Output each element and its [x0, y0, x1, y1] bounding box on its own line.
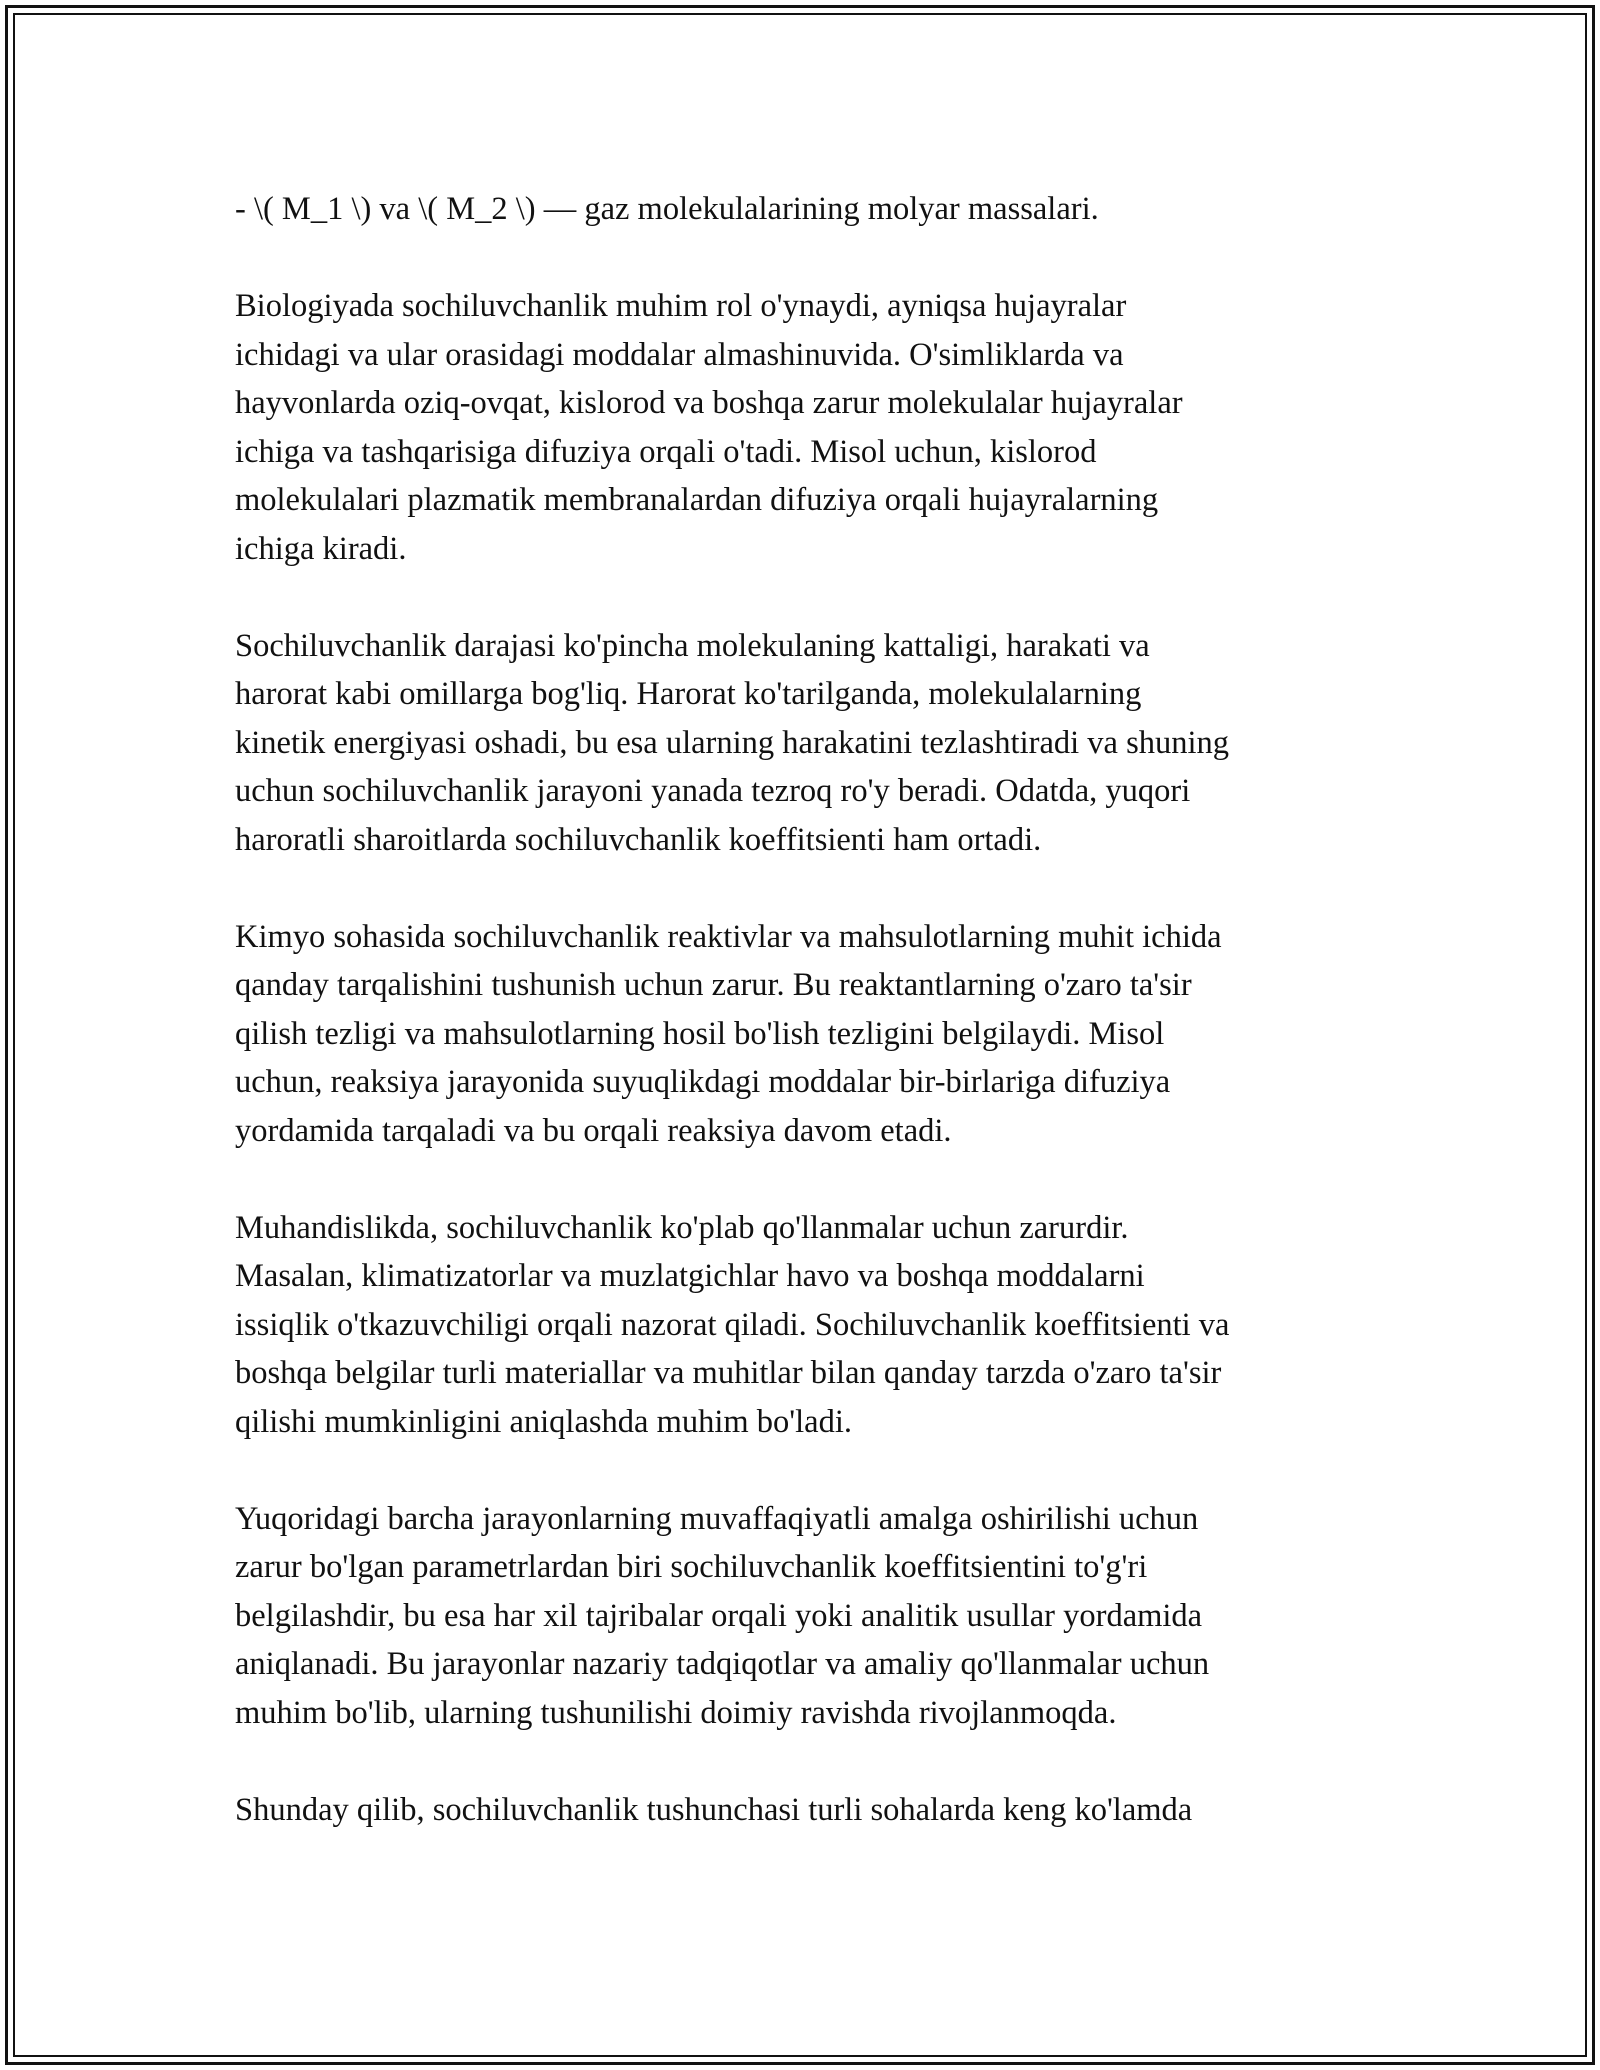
- paragraph-molar-mass-definition: - \( M_1 \) va \( M_2 \) — gaz molekulalarining molyar massalari.: [235, 191, 1099, 227]
- paragraph-chemistry: Kimyo sohasida sochiluvchanlik reaktivlar va mahsulotlarning muhit ichida qanday tarqalishini tushunish uchun zarur. Bu reaktantlarning o'zaro ta'sir qilish tezligi va mahsulotlarning hosil bo'lish tezligini belgilaydi. Misol uchun, reaksiya jarayonida suyuqlikdagi moddalar bir-birlariga difuziya yordamida tarqaladi va bu orqali reaksiya davom etadi.: [235, 918, 1222, 1149]
- paragraph-conclusion: Shunday qilib, sochiluvchanlik tushunchasi turli sohalarda keng ko'lamda: [235, 1791, 1193, 1828]
- document-body: [235, 185, 1365, 1883]
- paragraph-coefficient: Yuqoridagi barcha jarayonlarning muvaffaqiyatli amalga oshirilishi uchun zarur bo'lgan parametrlardan biri sochiluvchanlik koeffitsientini to'g'ri belgilashdir, bu esa har xil tajribalar orqali yoki analitik usullar yordamida aniqlanadi. Bu jarayonlar nazariy tadqiqotlar va amaliy qo'llanmalar uchun muhim bo'lib, ularning tushunilishi doimiy ravishda rivojlanmoqda.: [235, 1500, 1210, 1731]
- paragraph-biology: Biologiyada sochiluvchanlik muhim rol o'ynaydi, ayniqsa hujayralar ichidagi va ular orasidagi moddalar almashinuvida. O'simliklarda va hayvonlarda oziq-ovqat, kislorod va boshqa zarur molekulalar hujayralar ichiga va tashqarisiga difuziya orqali o'tadi. Misol uchun, kislorod molekulalari plazmatik membranalardan difuziya orqali hujayralarning ichiga kiradi.: [235, 288, 1183, 567]
- paragraph-engineering: Muhandislikda, sochiluvchanlik ko'plab qo'llanmalar uchun zarurdir. Masalan, klimatizatorlar va muzlatgichlar havo va boshqa moddalarni issiqlik o'tkazuvchiligi orqali nazorat qiladi. Sochiluvchanlik koeffitsienti va boshqa belgilar turli materiallar va muhitlar bilan qanday tarzda o'zaro ta'sir qilishi mumkinligini aniqlashda muhim bo'ladi.: [235, 1209, 1230, 1440]
- paragraph-factors: Sochiluvchanlik darajasi ko'pincha molekulaning kattaligi, harakati va harorat kabi omillarga bog'liq. Harorat ko'tarilganda, molekulalarning kinetik energiyasi oshadi, bu esa ularning harakatini tezlashtiradi va shuning uchun sochiluvchanlik jarayoni yanada tezroq ro'y beradi. Odatda, yuqori haroratli sharoitlarda sochiluvchanlik koeffitsienti ham ortadi.: [235, 627, 1229, 858]
